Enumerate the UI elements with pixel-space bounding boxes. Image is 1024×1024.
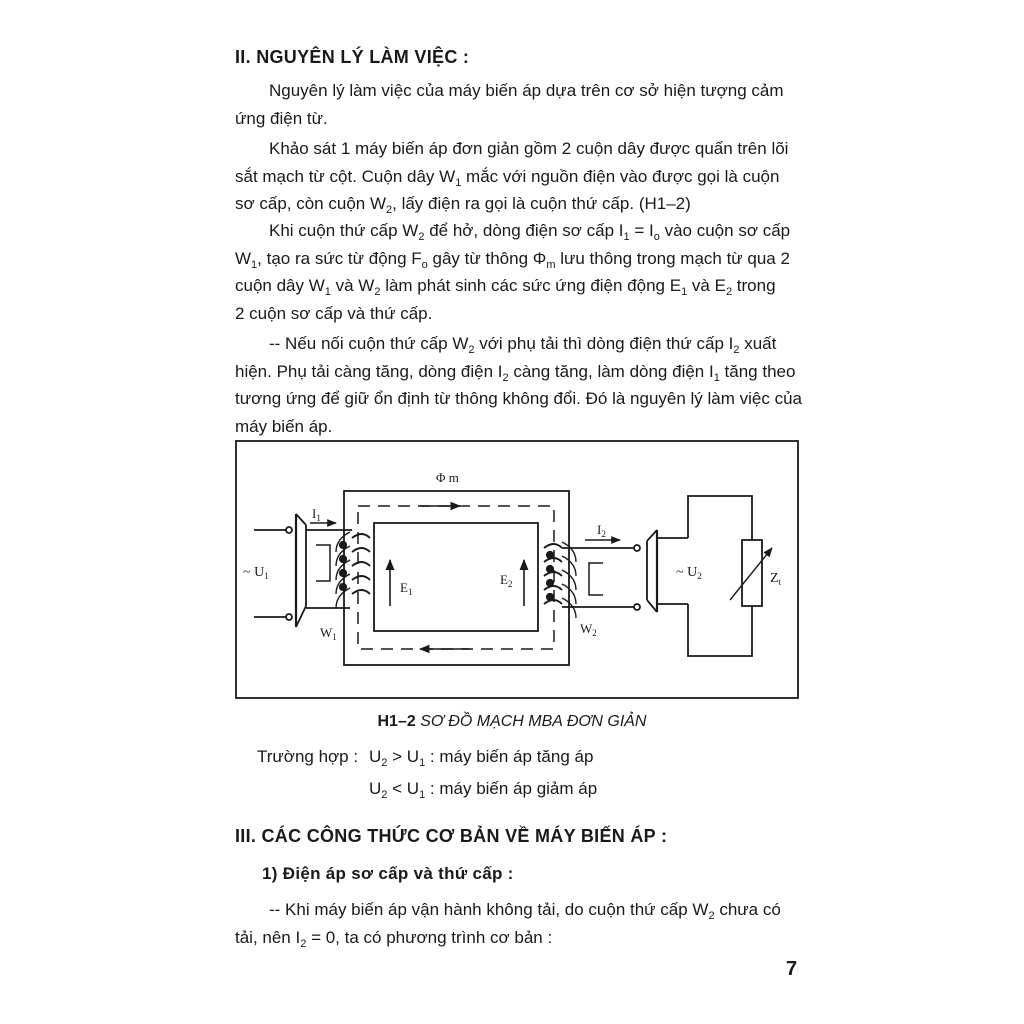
- text-line: tải, nên $I_2 = 0$, ta có phương trình cơ bản :: [235, 927, 553, 950]
- text-line: cuộn dây $W_1$ và $W_2$ làm phát sinh các sức ứng điện động $E_1$ và $E_2$ trong: [235, 276, 776, 299]
- current-i2-label: $I_2$: [597, 522, 606, 539]
- text-line: tương ứng để giữ ổn định từ thông không đổi. Đó là nguyên lý làm việc của: [235, 389, 803, 409]
- page-number: 7: [786, 958, 798, 980]
- impedance-label: $Z_t$: [770, 571, 782, 587]
- primary-coil: [336, 532, 370, 608]
- figure-frame: [236, 441, 798, 698]
- case-step-up: $U_2 > U_1$ : máy biến áp tăng áp: [369, 747, 594, 769]
- core-inner: [374, 523, 538, 631]
- text-line: Nguyên lý làm việc của máy biến áp dựa trên cơ sở hiện tượng cảm: [269, 81, 784, 100]
- text-line: -- Khi máy biến áp vận hành không tải, do cuộn thứ cấp $W_2$ chưa có: [269, 900, 781, 922]
- paragraph-no-load: [235, 896, 781, 951]
- text-line: Khảo sát 1 máy biến áp đơn giản gồm 2 cuộn dây được quấn trên lõi: [269, 139, 789, 158]
- voltage-u1-label: ~ $U_1$: [243, 565, 269, 581]
- voltage-u2-label: ~ $U_2$: [676, 565, 702, 581]
- winding-w1-label: $W_1$: [320, 625, 337, 642]
- text-line: máy biến áp.: [235, 416, 333, 436]
- text-line: 2 cuộn sơ cấp và thứ cấp.: [235, 303, 433, 323]
- cases-label: Trường hợp :: [257, 747, 359, 766]
- text-line: sơ cấp, còn cuộn $W_2$, lấy điện ra gọi là cuộn thứ cấp. (H1–2): [235, 194, 691, 217]
- text-line: -- Nếu nối cuộn thứ cấp $W_2$ với phụ tải thì dòng điện thứ cấp $I_2$ xuất: [269, 334, 777, 356]
- core-outer: [344, 491, 569, 665]
- section-2-heading: II. NGUYÊN LÝ LÀM VIỆC :: [235, 47, 470, 67]
- text-line: Khi cuộn thứ cấp $W_2$ để hở, dòng điện sơ cấp $I_1 = I_o$ vào cuộn sơ cấp: [269, 221, 791, 243]
- text-line: $W_1$, tạo ra sức từ động $F_o$ gây từ thông $\Phi_m$ lưu thông trong mạch từ qua 2: [235, 248, 790, 271]
- figure-caption: H1–2 SƠ ĐỒ MẠCH MBA ĐƠN GIẢN: [377, 713, 647, 730]
- section-3-heading: III. CÁC CÔNG THỨC CƠ BẢN VỀ MÁY BIẾN ÁP :: [235, 826, 668, 846]
- current-i1-label: $I_1$: [312, 506, 321, 523]
- text-line: ứng điện từ.: [235, 108, 328, 128]
- emf-e1-label: $E_1$: [400, 580, 413, 597]
- subsection-1-heading: 1) Điện áp sơ cấp và thứ cấp :: [262, 864, 514, 883]
- text-line: sắt mạch từ cột. Cuộn dây $W_1$ mắc với nguồn điện vào được gọi là cuộn: [235, 166, 780, 189]
- flux-label: Φ m: [436, 470, 459, 485]
- emf-e2-label: $E_2$: [500, 572, 513, 589]
- winding-w2-label: $W_2$: [580, 621, 597, 638]
- text-line: hiện. Phụ tải càng tăng, dòng điện $I_2$ càng tăng, làm dòng điện $I_1$ tăng theo: [235, 361, 796, 384]
- case-step-down: $U_2 < U_1$ : máy biến áp giảm áp: [369, 779, 598, 801]
